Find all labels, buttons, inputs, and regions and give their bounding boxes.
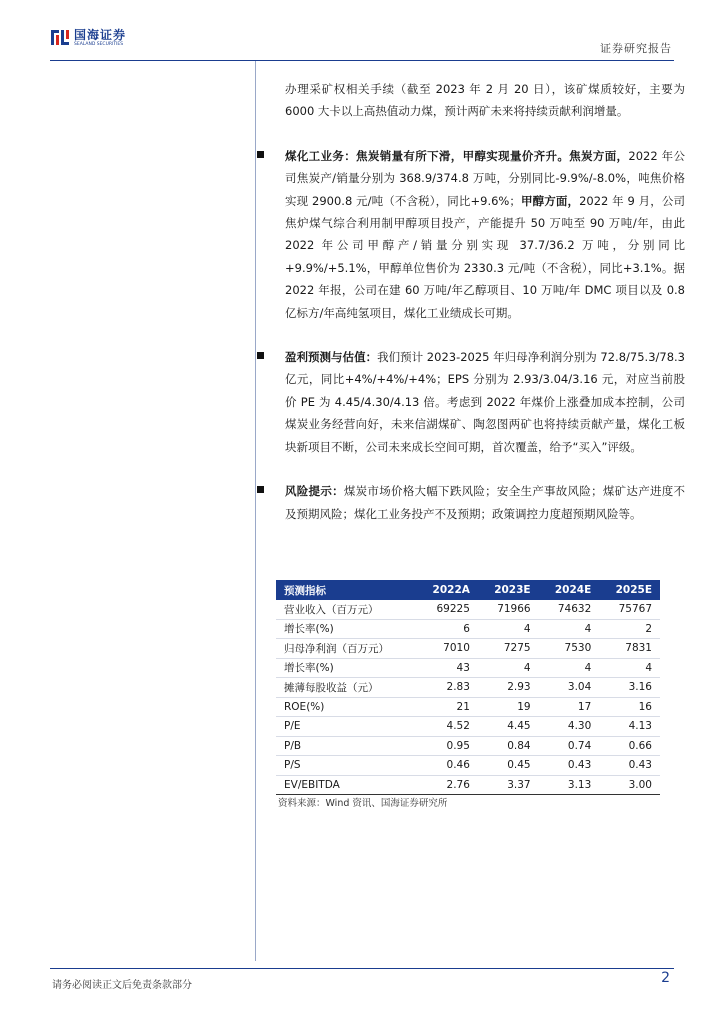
table-row [276,600,660,619]
risk-text: 煤炭市场价格大幅下跌风险；安全生产事故风险；煤矿达产进度不及预期风险；煤化工业务投产不及预期；政策调控力度超预期风险等。 [285,484,686,521]
table-cell: 7831 [599,639,660,659]
table-header-cell: 2025E [599,580,660,600]
table-cell: ROE(%) [276,697,416,717]
table-header-cell: 2023E [478,580,539,600]
table-cell: 3.13 [539,775,600,795]
methanol-text: 2022 年 9 月，公司焦炉煤气综合利用制甲醇项目投产，产能提升 50 万吨至 90 万吨/年，由此 2022 年公司甲醇产/销量分别实现 37.7/36.2 万吨，分别同比+9.9%/+5.1%，甲醇单位售价为 2330.3 元/吨（不含税），同比+3.1%。据 2022 年报，公司在建 60 万吨/年乙醇项目、10 万吨/年 DMC 项目以及 0.8 亿标方/年高纯氢项目，煤化工业绩成长可期。 [285,193,685,320]
report-type-label: 证券研究报告 [600,42,672,55]
page-number: 2 [661,970,670,986]
header-divider [50,60,674,61]
table-row [276,619,660,639]
bullet-icon [257,486,264,493]
coke-text: 2022 年公司焦炭产/销量分别为 368.9/374.8 万吨，分别同比-9.9%/-8.0%，吨焦价格实现 2900.8 元/吨（不含税），同比+9.6%； [285,148,686,208]
company-logo [50,28,126,48]
forecast-table [276,580,660,795]
table-cell: 4 [478,619,539,639]
table-cell: 2.83 [416,678,478,698]
table-cell: 74632 [539,600,600,619]
logo-icon [50,28,70,48]
table-cell: 4 [478,658,539,678]
footer-disclaimer: 请务必阅读正文后免责条款部分 [52,980,192,991]
table-header-cell: 2024E [539,580,600,600]
table-row [276,775,660,795]
table-cell: 4 [599,658,660,678]
table-cell: 4.45 [478,717,539,737]
table-cell: 0.66 [599,736,660,756]
coal-chemical-heading: 煤化工业务：焦炭销量有所下滑，甲醇实现量价齐升。焦炭方面， [285,148,629,163]
table-cell: 7275 [478,639,539,659]
table-cell: 4 [539,658,600,678]
table-cell: 营业收入（百万元） [276,600,416,619]
table-cell: P/E [276,717,416,737]
table-row [276,658,660,678]
table-cell: 0.84 [478,736,539,756]
logo-text-cn: 国海证券 [74,27,127,42]
table-header-row [276,580,660,600]
table-cell: 16 [599,697,660,717]
paragraph-forecast [285,346,685,458]
table-cell: 3.37 [478,775,539,795]
bullet-icon [257,151,264,158]
page-header [0,0,724,62]
table-cell: 增长率(%) [276,658,416,678]
paragraph-coal-chemical [285,145,685,324]
table-cell: 4.52 [416,717,478,737]
table-cell: P/B [276,736,416,756]
forecast-heading: 盈利预测与估值： [285,350,378,365]
table-row [276,697,660,717]
table-cell: 3.16 [599,678,660,698]
table-cell: 4.30 [539,717,600,737]
table-row [276,717,660,737]
table-row [276,678,660,698]
table-cell: 3.00 [599,775,660,795]
paragraph-mining-rights: 办理采矿权相关手续（截至 2023 年 2 月 20 日），该矿煤质较好，主要为 6000 大卡以上高热值动力煤，预计两矿未来将持续贡献利润增量。 [285,82,685,119]
risk-heading: 风险提示： [285,484,344,499]
table-cell: 2.93 [478,678,539,698]
table-row [276,639,660,659]
paragraph-risk [285,480,685,525]
table-cell: 0.45 [478,756,539,776]
table-row [276,756,660,776]
table-cell: 7010 [416,639,478,659]
table-cell: 摊薄每股收益（元） [276,678,416,698]
table-cell: 4.13 [599,717,660,737]
table-header-cell: 预测指标 [276,580,416,600]
table-cell: 3.04 [539,678,600,698]
table-cell: 43 [416,658,478,678]
table-row [276,736,660,756]
table-cell: 2.76 [416,775,478,795]
bullet-icon [257,352,264,359]
table-cell: 增长率(%) [276,619,416,639]
table-cell: 21 [416,697,478,717]
table-cell: 2 [599,619,660,639]
table-cell: 7530 [539,639,600,659]
table-header-cell: 2022A [416,580,478,600]
table-source-note: 资料来源：Wind 资讯、国海证券研究所 [278,798,448,809]
table-cell: 4 [539,619,600,639]
table-cell: 0.43 [599,756,660,776]
table-cell: 69225 [416,600,478,619]
table-cell: 0.95 [416,736,478,756]
methanol-heading: 甲醇方面， [520,193,580,208]
left-column-divider [255,61,256,961]
main-content [285,78,685,547]
logo-text-en: SEALAND SECURITIES [74,41,124,47]
table-cell: 0.46 [416,756,478,776]
forecast-text: 我们预计 2023-2025 年归母净利润分别为 72.8/75.3/78.3 亿元，同比+4%/+4%/+4%；EPS 分别为 2.93/3.04/3.16 元，对应当前股价 PE 为 4.45/4.30/4.13 倍。考虑到 2022 年煤价上涨叠加成本控制，公司煤炭业务经营向好，未来信湖煤矿、陶忽图两矿也将持续贡献产量，煤化工板块新项目不断，公司未来成长空间可期，首次覆盖，给予“买入”评级。 [285,350,685,454]
table-cell: 19 [478,697,539,717]
table-cell: 6 [416,619,478,639]
footer-divider [50,968,674,969]
table-cell: 0.43 [539,756,600,776]
table-cell: 75767 [599,600,660,619]
table-cell: 71966 [478,600,539,619]
table-cell: 0.74 [539,736,600,756]
table-cell: 归母净利润（百万元） [276,639,416,659]
table-cell: 17 [539,697,600,717]
table-cell: P/S [276,756,416,776]
table-cell: EV/EBITDA [276,775,416,795]
